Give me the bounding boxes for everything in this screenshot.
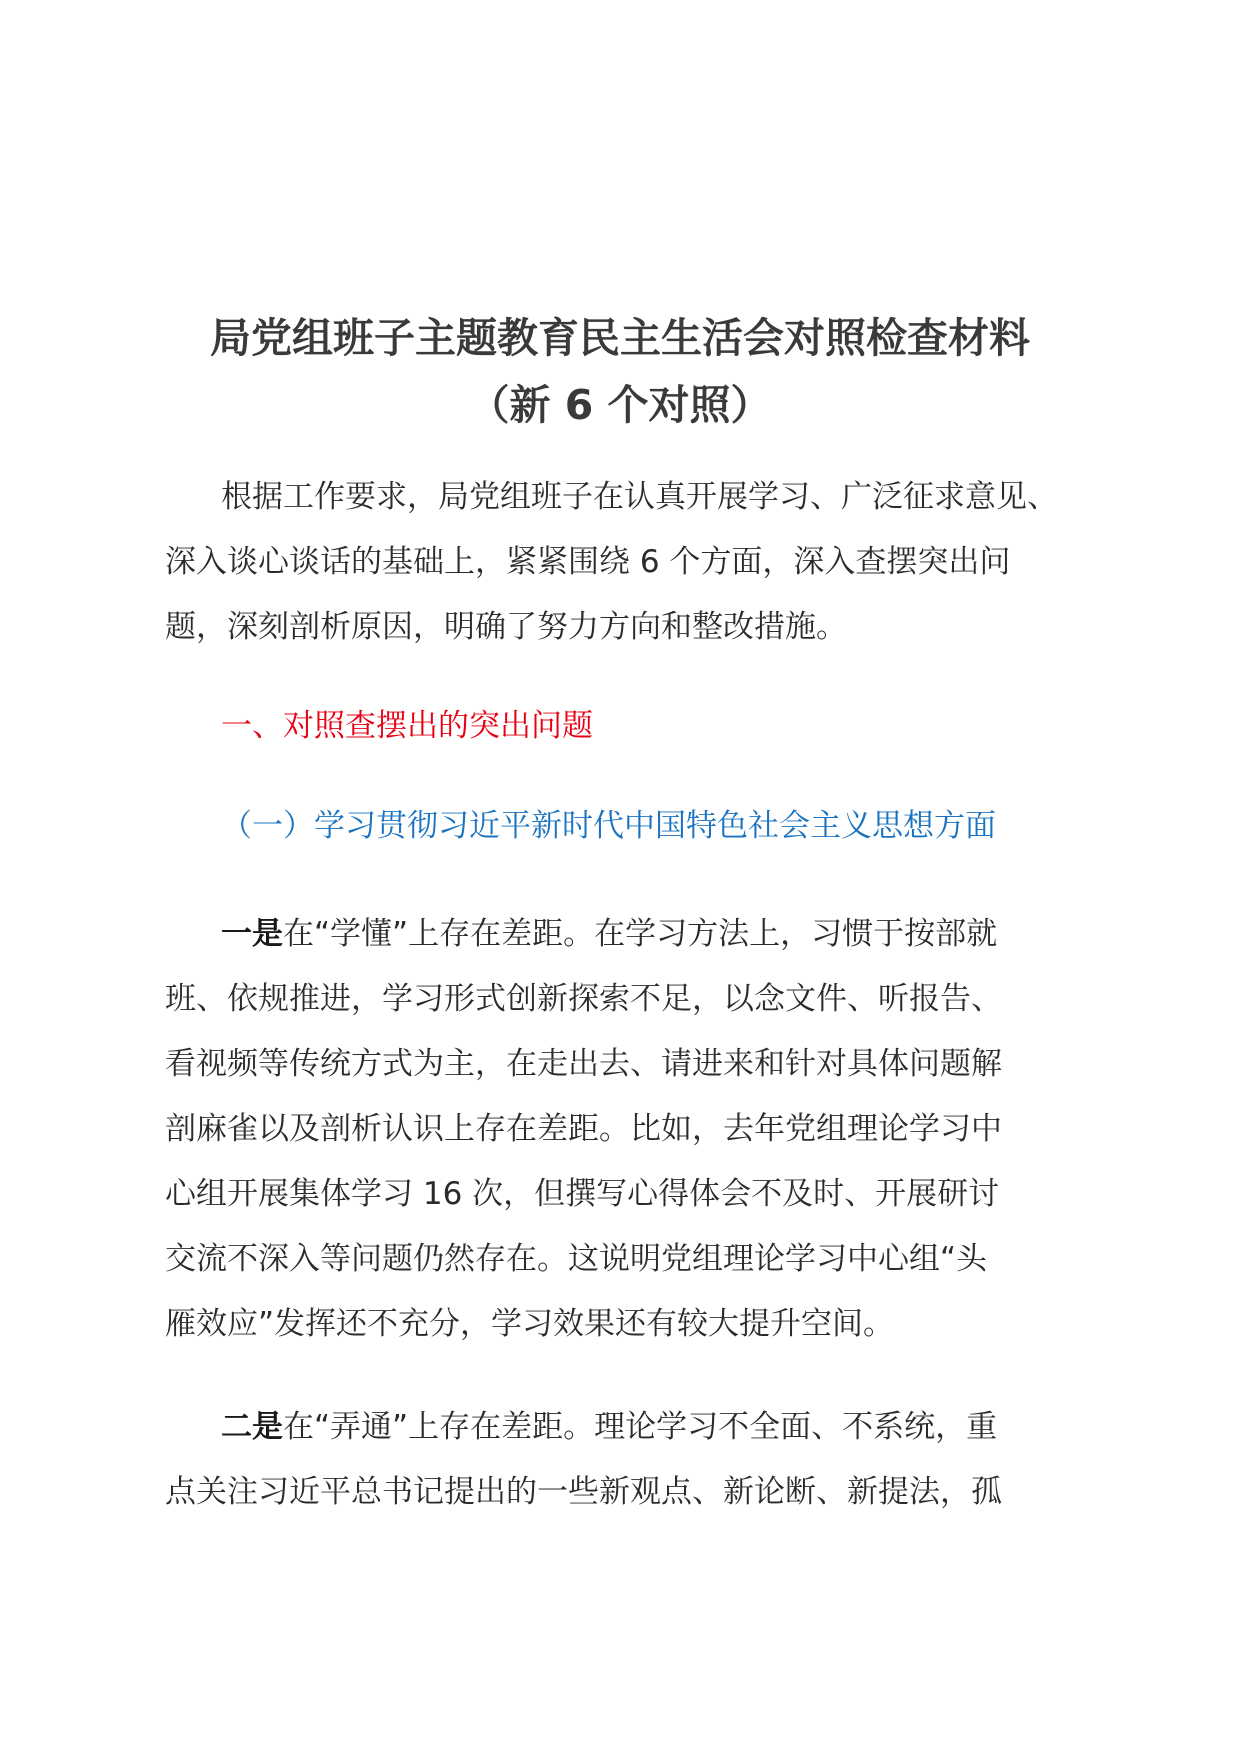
point-two-first-line-text: 在“弄通”上存在差距。理论学习不全面、不系统，重 [283, 1409, 998, 1445]
point-one-paragraph [165, 902, 1095, 1357]
subsection-heading: （一）学习贯彻习近平新时代中国特色社会主义思想方面 [221, 808, 996, 844]
point-two-paragraph [165, 1395, 1095, 1525]
document-title-line-1: 局党组班子主题教育民主生活会对照检查材料 [210, 314, 1030, 362]
section-heading: 一、对照查摆出的突出问题 [221, 708, 593, 744]
point-one-line: 剖麻雀以及剖析认识上存在差距。比如，去年党组理论学习中 [165, 1111, 1002, 1147]
point-one-line: 看视频等传统方式为主，在走出去、请进来和针对具体问题解 [165, 1046, 1002, 1082]
point-one-first-line [165, 902, 1095, 967]
point-one-line: 雁效应”发挥还不充分，学习效果还有较大提升空间。 [165, 1306, 895, 1342]
point-one-line: 班、依规推进，学习形式创新探索不足，以念文件、听报告、 [165, 981, 1002, 1017]
document-title-line-2: （新 6 个对照） [468, 381, 772, 429]
intro-line: 题，深刻剖析原因，明确了努力方向和整改措施。 [165, 609, 847, 645]
point-two-line: 点关注习近平总书记提出的一些新观点、新论断、新提法，孤 [165, 1474, 1002, 1510]
point-one-first-line-text: 在“学懂”上存在差距。在学习方法上，习惯于按部就 [283, 916, 998, 952]
point-one-line: 心组开展集体学习 16 次，但撰写心得体会不及时、开展研讨 [165, 1176, 1000, 1212]
intro-paragraph [165, 465, 1095, 660]
point-one-line: 交流不深入等问题仍然存在。这说明党组理论学习中心组“头 [165, 1241, 988, 1277]
point-one-label: 一是 [221, 916, 283, 952]
point-two-label: 二是 [221, 1409, 283, 1445]
intro-line: 深入谈心谈话的基础上，紧紧围绕 6 个方面，深入查摆突出问 [165, 544, 1011, 580]
point-two-first-line [165, 1395, 1095, 1460]
intro-line: 根据工作要求，局党组班子在认真开展学习、广泛征求意见、 [221, 479, 1058, 515]
